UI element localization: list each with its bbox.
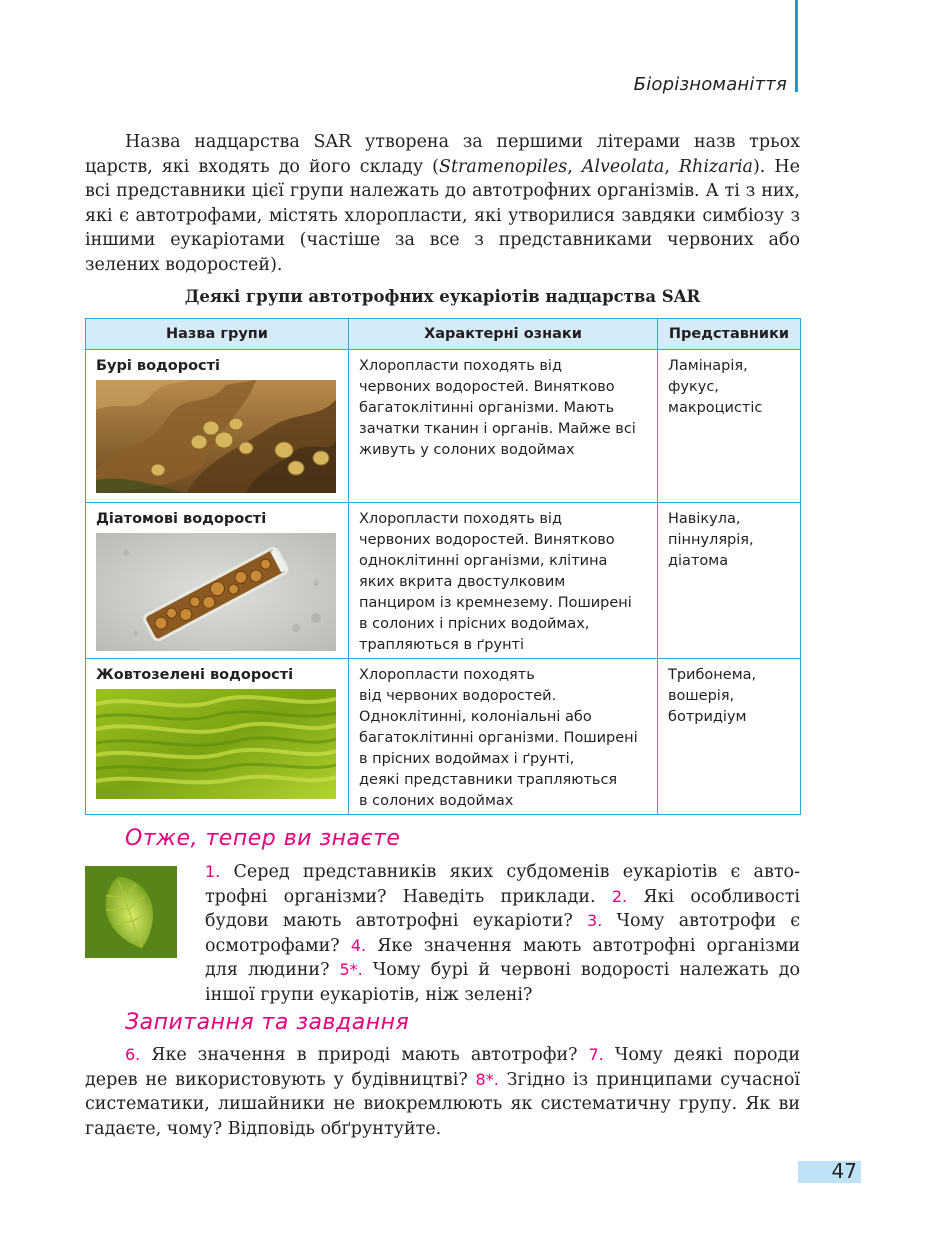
example-line: макроцистіс [668,400,763,416]
feature-line: Одноклітинні, колоніальні або [359,709,592,725]
question-text: Чому бурі й червоні водорості належать до іншої групи еукаріотів, ніж зелені? [205,960,801,1005]
feature-line: в прісних водоймах і ґрунті, [359,751,575,767]
question-text: Згідно із принципами сучасної систематики, лишайники не виокремлюють як систематичну групу. Як ви гадаєте, чому? Відповідь обґрунтуйте. [85,1069,800,1139]
intro-term: Rhizaria [678,156,753,177]
question-number: 8*. [475,1069,499,1089]
features-cell [349,503,658,659]
features-cell [349,350,658,503]
group-cell [86,503,349,659]
example-line: ботридіум [668,709,747,725]
page-number: 47 [831,1159,857,1183]
intro-text: ). Не всі представники цієї групи належать до автотрофних організмів. А ті з них, які є автотрофами, містять хлоропласти, які утворилися завдяки симбіозу з іншими еукаріотами (частіше за все з представниками червоних або зелених водоростей). [85,156,800,275]
question-number: 2. [611,886,628,906]
examples-cell [658,659,801,815]
example-line: піннулярія, [668,532,754,548]
example-line: вошерія, [668,688,735,704]
table-row [86,659,801,815]
features-cell [349,659,658,815]
feature-line: Хлоропласти походять від [359,358,562,374]
table-row [86,503,801,659]
intro-paragraph [85,130,800,278]
example-line: діатома [668,553,729,569]
intro-text: , [664,156,679,177]
feature-line: багатоклітинні організми. Поширені [359,730,638,746]
feature-line: панциром із кремнезему. Поширені [359,595,632,611]
table-header-row [86,319,801,350]
column-header: Представники [658,319,801,350]
brown-algae-photo [96,380,336,493]
feature-line: від червоних водоростей. [359,688,557,704]
feature-line: в солоних і прісних водоймах, [359,616,590,632]
feature-line: зачатки тканин і органів. Майже всі [359,421,636,437]
table-row [86,350,801,503]
questions-heading: Запитання та завдання [125,1010,410,1035]
example-line: Навікула, [668,511,741,527]
question-number: 7. [588,1045,604,1064]
question-number: 5*. [339,960,363,980]
question-number: 6. [125,1045,141,1064]
group-cell [86,350,349,503]
feature-line: деякі представники трапляються [359,772,618,788]
yellow-green-algae-photo [96,689,336,799]
feature-line: червоних водоростей. Винятково [359,532,615,548]
example-line: фукус, [668,379,719,395]
sar-groups-table [85,318,801,815]
question-text: Яке значення мають автотрофні організми для людини? [205,935,800,981]
column-header: Назва групи [86,319,349,350]
feature-line: в солоних водоймах [359,793,514,809]
feature-line: яких вкрита двостулковим [359,574,566,590]
feature-line: одноклітинні організми, клітина [359,553,608,569]
group-name: Діатомові водорості [96,511,267,527]
feature-line: Хлоропласти походять [359,667,535,683]
example-line: Трибонема, [668,667,757,683]
question-text: Чому автотрофи є осмотрофами? [205,911,801,956]
question-text: Серед представників яких субдоменів еукаріотів є автотрофні організми? Наведіть приклади. [205,862,800,907]
leaf-icon [85,866,177,958]
group-cell [86,659,349,815]
summary-questions [205,860,800,1008]
feature-line: трапляються в ґрунті [359,637,525,653]
examples-cell [658,350,801,503]
running-title: Біорізноманіття [633,74,787,95]
intro-term: Alveolata [581,156,665,177]
group-name: Жовтозелені водорості [96,667,294,683]
feature-line: живуть у солоних водоймах [359,442,575,458]
header-accent-line [795,0,798,92]
question-text: Які особливості будови мають автотрофні еукаріоти? [205,886,801,932]
summary-heading: Отже, тепер ви знаєте [125,826,401,851]
intro-text: , [567,156,582,177]
examples-cell [658,503,801,659]
table-caption: Деякі групи автотрофних еукаріотів надцарства SAR [184,287,701,306]
question-number: 1. [205,862,221,881]
feature-line: червоних водоростей. Винятково [359,379,615,395]
group-name: Бурі водорості [96,358,221,374]
question-number: 3. [587,911,603,931]
question-text: Чому деякі породи дерев не використовують у будівництві? [85,1045,801,1090]
feature-line: багатоклітинні організми. Мають [359,400,615,416]
feature-line: Хлоропласти походять від [359,511,562,527]
column-header: Характерні ознаки [349,319,658,350]
intro-term: Stramenopiles [438,156,568,177]
example-line: Ламінарія, [668,358,748,374]
question-number: 4. [350,935,367,955]
intro-text: Назва надцарства SAR утворена за першими літерами назв трьох царств, які входять до його складу ( [85,132,800,177]
diatom-photo [96,533,336,651]
question-text: Яке значення в природі мають автотрофи? [140,1045,589,1065]
tasks-paragraph [85,1043,800,1141]
